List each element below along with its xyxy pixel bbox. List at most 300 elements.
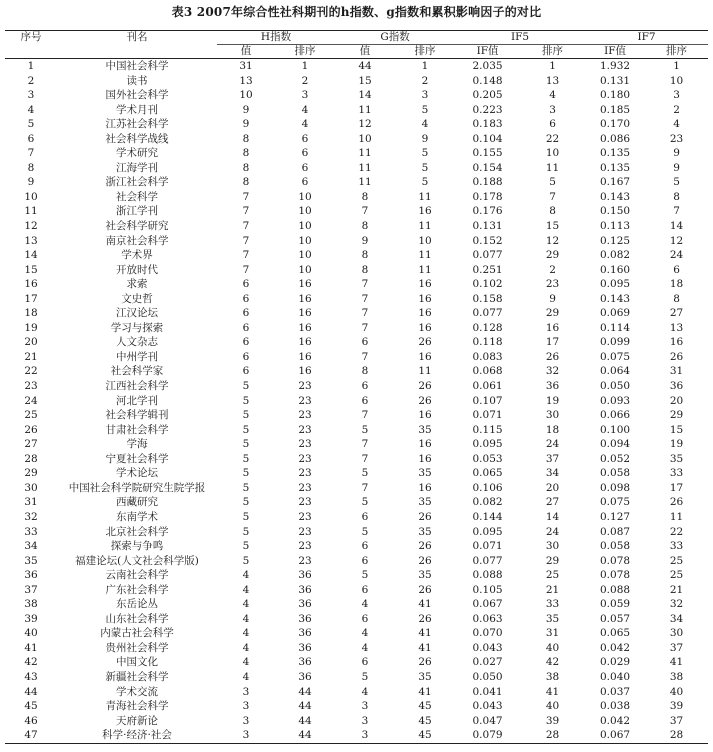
table-row bbox=[5, 423, 708, 438]
cell-g-rank: 35 bbox=[418, 467, 432, 480]
cell-if7-value: 0.185 bbox=[600, 103, 631, 116]
cell-h-rank: 23 bbox=[298, 409, 312, 422]
cell-h-value: 6 bbox=[242, 336, 250, 349]
cell-seq: 11 bbox=[24, 205, 38, 218]
cell-if7-rank: 8 bbox=[673, 292, 680, 305]
cell-h-value: 7 bbox=[242, 220, 250, 233]
cell-h-value: 3 bbox=[217, 728, 275, 743]
cell-g-rank: 26 bbox=[418, 510, 432, 523]
cell-if7-value: 0.059 bbox=[600, 598, 631, 611]
cell-h-value: 3 bbox=[242, 700, 250, 713]
cell-if7-rank: 27 bbox=[669, 307, 684, 320]
cell-h-value: 7 bbox=[242, 234, 250, 247]
table-row bbox=[5, 714, 708, 729]
cell-if7-value: 0.086 bbox=[600, 132, 631, 145]
cell-h-value: 8 bbox=[242, 176, 250, 189]
cell-if7-value: 0.093 bbox=[600, 394, 631, 407]
cell-g-rank: 1 bbox=[421, 60, 429, 72]
cell-seq: 27 bbox=[24, 438, 38, 451]
cell-if7-value: 0.143 bbox=[600, 190, 631, 203]
cell-h-value: 8 bbox=[242, 161, 250, 174]
table-row bbox=[5, 88, 708, 103]
cell-g-rank: 10 bbox=[418, 234, 432, 247]
cell-if7-value: 0.075 bbox=[600, 350, 631, 363]
cell-if5-rank: 28 bbox=[520, 728, 585, 743]
cell-if7-rank: 6 bbox=[673, 263, 680, 276]
cell-g-value: 5 bbox=[361, 423, 369, 436]
cell-seq: 33 bbox=[24, 525, 38, 538]
cell-if5-rank: 29 bbox=[545, 554, 560, 567]
cell-if5-rank: 39 bbox=[545, 714, 560, 727]
cell-if5-value: 0.068 bbox=[472, 365, 503, 378]
cell-g-rank: 16 bbox=[418, 278, 432, 291]
cell-if5-value: 0.079 bbox=[455, 728, 520, 743]
table-row bbox=[5, 539, 708, 554]
cell-g-rank: 5 bbox=[421, 161, 429, 174]
table-row bbox=[5, 655, 708, 670]
cell-journal-name: 江苏社会科学 bbox=[105, 118, 169, 131]
cell-if5-rank: 35 bbox=[545, 612, 560, 625]
cell-g-value: 6 bbox=[361, 394, 369, 407]
cell-seq: 2 bbox=[27, 74, 35, 87]
cell-g-rank: 2 bbox=[421, 74, 429, 87]
cell-if5-rank: 27 bbox=[545, 496, 560, 509]
cell-if5-value: 0.107 bbox=[472, 394, 503, 407]
cell-seq: 46 bbox=[24, 714, 38, 727]
cell-h-rank: 10 bbox=[298, 263, 312, 276]
cell-if5-value: 0.188 bbox=[472, 176, 503, 189]
cell-if5-rank: 1 bbox=[549, 60, 556, 72]
cell-seq: 34 bbox=[24, 540, 38, 553]
cell-h-rank: 44 bbox=[298, 700, 312, 713]
cell-if7-value: 0.078 bbox=[600, 569, 631, 582]
cell-journal-name: 甘肃社会科学 bbox=[105, 423, 169, 436]
cell-g-rank: 35 bbox=[418, 670, 432, 683]
table-row bbox=[5, 74, 708, 89]
cell-h-value: 7 bbox=[242, 263, 250, 276]
cell-seq: 10 bbox=[24, 190, 38, 203]
cell-seq: 22 bbox=[24, 365, 38, 378]
cell-g-value: 4 bbox=[361, 685, 369, 698]
cell-g-value: 9 bbox=[361, 234, 369, 247]
cell-if7-rank: 22 bbox=[669, 525, 684, 538]
table-row bbox=[5, 219, 708, 234]
cell-if7-value: 0.167 bbox=[600, 176, 631, 189]
cell-if5-rank: 18 bbox=[545, 423, 560, 436]
cell-g-rank: 5 bbox=[421, 103, 429, 116]
cell-if7-value: 0.029 bbox=[600, 656, 631, 669]
cell-h-rank: 10 bbox=[298, 190, 312, 203]
cell-h-value: 3 bbox=[242, 714, 250, 727]
cell-if7-value: 0.094 bbox=[600, 438, 631, 451]
cell-seq: 12 bbox=[24, 220, 38, 233]
cell-if5-value: 0.095 bbox=[472, 438, 503, 451]
cell-if5-rank: 5 bbox=[549, 176, 556, 189]
cell-if5-value: 0.106 bbox=[472, 481, 503, 494]
table-row bbox=[5, 466, 708, 481]
cell-seq: 9 bbox=[27, 176, 35, 189]
comparison-table bbox=[5, 30, 708, 744]
cell-journal-name: 学术交流 bbox=[116, 685, 158, 698]
cell-if5-value: 0.088 bbox=[472, 569, 503, 582]
cell-if7-value: 0.069 bbox=[600, 307, 631, 320]
cell-h-value: 6 bbox=[242, 350, 250, 363]
cell-h-rank: 6 bbox=[301, 147, 309, 160]
cell-g-rank: 35 bbox=[418, 423, 432, 436]
cell-h-rank: 36 bbox=[298, 641, 312, 654]
cell-seq: 17 bbox=[24, 292, 38, 305]
cell-h-value: 13 bbox=[239, 74, 253, 87]
cell-g-value: 7 bbox=[361, 321, 369, 334]
cell-if7-value: 0.050 bbox=[600, 380, 631, 393]
cell-if5-rank: 23 bbox=[545, 278, 560, 291]
cell-journal-name: 江汉论坛 bbox=[116, 307, 158, 320]
cell-if7-rank: 38 bbox=[669, 670, 684, 683]
cell-if7-rank: 24 bbox=[669, 249, 684, 262]
cell-if7-rank: 5 bbox=[673, 176, 680, 189]
cell-g-value: 8 bbox=[361, 263, 369, 276]
cell-journal-name: 中国社会科学 bbox=[105, 60, 169, 72]
cell-g-value: 8 bbox=[361, 220, 369, 233]
cell-journal-name: 浙江社会科学 bbox=[105, 176, 169, 189]
cell-journal-name: 读书 bbox=[126, 74, 148, 87]
cell-if5-rank: 32 bbox=[545, 365, 560, 378]
cell-h-rank: 6 bbox=[301, 176, 309, 189]
cell-if5-rank: 10 bbox=[545, 147, 560, 160]
cell-if7-value: 0.113 bbox=[600, 220, 631, 233]
cell-seq: 44 bbox=[24, 685, 38, 698]
cell-if5-value: 0.043 bbox=[472, 641, 503, 654]
cell-h-value: 5 bbox=[242, 525, 250, 538]
cell-g-rank: 26 bbox=[418, 394, 432, 407]
cell-if5-rank: 8 bbox=[549, 205, 556, 218]
cell-if7-value: 0.082 bbox=[600, 249, 631, 262]
cell-g-value: 5 bbox=[361, 467, 369, 480]
cell-if7-value: 0.087 bbox=[600, 525, 631, 538]
cell-h-rank: 16 bbox=[298, 278, 312, 291]
cell-h-value: 5 bbox=[242, 496, 250, 509]
table-row bbox=[5, 437, 708, 452]
cell-g-value: 7 bbox=[361, 481, 369, 494]
cell-journal-name: 浙江学刊 bbox=[116, 205, 158, 218]
cell-g-value: 44 bbox=[358, 60, 372, 72]
cell-if5-value: 0.102 bbox=[472, 278, 503, 291]
cell-if5-value: 0.067 bbox=[472, 598, 503, 611]
table-row bbox=[5, 175, 708, 190]
cell-h-rank: 16 bbox=[298, 307, 312, 320]
cell-seq: 36 bbox=[24, 569, 38, 582]
cell-if7-value: 0.040 bbox=[600, 670, 631, 683]
cell-if7-value: 0.066 bbox=[600, 409, 631, 422]
cell-seq: 41 bbox=[24, 641, 38, 654]
cell-if5-rank: 2 bbox=[549, 263, 556, 276]
cell-if5-value: 0.082 bbox=[472, 496, 503, 509]
cell-h-rank: 4 bbox=[301, 103, 309, 116]
cell-seq: 28 bbox=[24, 452, 38, 465]
cell-if5-rank: 36 bbox=[545, 380, 560, 393]
cell-if7-rank: 40 bbox=[669, 685, 684, 698]
cell-journal-name: 学术研究 bbox=[116, 147, 158, 160]
cell-if7-value: 0.100 bbox=[600, 423, 631, 436]
cell-h-value: 4 bbox=[242, 641, 250, 654]
cell-if7-rank: 11 bbox=[669, 510, 684, 523]
cell-h-value: 5 bbox=[242, 380, 250, 393]
cell-if5-value: 0.155 bbox=[472, 147, 503, 160]
cell-h-value: 6 bbox=[242, 292, 250, 305]
cell-g-value: 6 bbox=[361, 554, 369, 567]
cell-g-rank: 5 bbox=[421, 147, 429, 160]
cell-if5-rank: 24 bbox=[545, 438, 560, 451]
cell-if5-value: 0.070 bbox=[472, 627, 503, 640]
cell-if5-value: 0.176 bbox=[472, 205, 503, 218]
cell-if7-value: 0.135 bbox=[600, 147, 631, 160]
cell-h-value: 7 bbox=[242, 249, 250, 262]
cell-journal-name: 新疆社会科学 bbox=[105, 670, 169, 683]
header-if7-value: IF值 bbox=[585, 45, 645, 59]
cell-g-rank: 26 bbox=[418, 380, 432, 393]
cell-if7-rank: 30 bbox=[669, 627, 684, 640]
cell-g-rank: 11 bbox=[418, 365, 432, 378]
header-row-sub bbox=[5, 45, 708, 59]
cell-if5-rank: 30 bbox=[545, 409, 560, 422]
cell-h-rank: 36 bbox=[298, 670, 312, 683]
cell-if5-value: 0.083 bbox=[472, 350, 503, 363]
cell-journal-name: 中州学刊 bbox=[116, 350, 158, 363]
cell-g-value: 6 bbox=[361, 510, 369, 523]
cell-g-rank: 45 bbox=[418, 714, 432, 727]
header-if5-value: IF值 bbox=[455, 45, 520, 59]
table-row bbox=[5, 234, 708, 249]
cell-if7-rank: 13 bbox=[669, 321, 684, 334]
cell-h-value: 4 bbox=[242, 569, 250, 582]
cell-g-rank: 45 bbox=[395, 728, 455, 743]
cell-journal-name: 宁夏社会科学 bbox=[105, 452, 169, 465]
cell-g-rank: 16 bbox=[418, 481, 432, 494]
cell-journal-name: 国外社会科学 bbox=[105, 89, 169, 102]
cell-h-rank: 36 bbox=[298, 583, 312, 596]
cell-if7-rank: 39 bbox=[669, 700, 684, 713]
cell-if7-rank: 4 bbox=[673, 118, 680, 131]
cell-if7-value: 0.064 bbox=[600, 365, 631, 378]
cell-g-rank: 26 bbox=[418, 583, 432, 596]
cell-seq: 13 bbox=[24, 234, 38, 247]
cell-if7-rank: 8 bbox=[673, 190, 680, 203]
cell-journal-name: 求索 bbox=[126, 278, 148, 291]
cell-g-value: 5 bbox=[361, 525, 369, 538]
table-title: 表3 2007年综合性社科期刊的h指数、g指数和累积影响因子的对比 bbox=[171, 5, 542, 19]
cell-h-rank: 16 bbox=[298, 336, 312, 349]
cell-if7-rank: 14 bbox=[669, 220, 684, 233]
cell-g-value: 7 bbox=[361, 350, 369, 363]
cell-g-rank: 16 bbox=[418, 292, 432, 305]
cell-journal-name: 学术界 bbox=[121, 249, 153, 262]
cell-h-rank: 23 bbox=[298, 380, 312, 393]
cell-g-rank: 9 bbox=[421, 132, 429, 145]
cell-journal-name: 西藏研究 bbox=[116, 496, 158, 509]
cell-if5-rank: 9 bbox=[549, 292, 556, 305]
cell-g-rank: 16 bbox=[418, 438, 432, 451]
cell-seq: 45 bbox=[24, 700, 38, 713]
cell-if7-rank: 15 bbox=[669, 423, 684, 436]
cell-if7-rank: 28 bbox=[645, 728, 708, 743]
cell-journal-name: 云南社会科学 bbox=[105, 569, 169, 582]
cell-if5-rank: 42 bbox=[545, 656, 560, 669]
cell-g-value: 6 bbox=[361, 540, 369, 553]
cell-if5-value: 2.035 bbox=[472, 60, 503, 72]
cell-g-value: 7 bbox=[361, 438, 369, 451]
cell-h-value: 5 bbox=[242, 510, 250, 523]
cell-g-rank: 11 bbox=[418, 249, 432, 262]
cell-seq: 32 bbox=[24, 510, 38, 523]
cell-if7-rank: 31 bbox=[669, 365, 684, 378]
cell-if7-rank: 36 bbox=[669, 380, 684, 393]
cell-if5-rank: 30 bbox=[545, 540, 560, 553]
cell-h-value: 5 bbox=[242, 467, 250, 480]
cell-journal-name: 东岳论丛 bbox=[116, 598, 158, 611]
cell-journal-name: 江西社会科学 bbox=[105, 380, 169, 393]
cell-g-value: 6 bbox=[361, 336, 369, 349]
table-row bbox=[5, 685, 708, 700]
cell-if5-rank: 38 bbox=[545, 670, 560, 683]
cell-h-value: 6 bbox=[242, 365, 250, 378]
cell-h-rank: 23 bbox=[298, 510, 312, 523]
cell-if7-value: 0.125 bbox=[600, 234, 631, 247]
cell-if7-value: 0.037 bbox=[600, 685, 631, 698]
cell-if7-value: 0.078 bbox=[600, 554, 631, 567]
cell-g-rank: 41 bbox=[418, 641, 432, 654]
cell-g-value: 14 bbox=[358, 89, 372, 102]
cell-h-value: 6 bbox=[242, 278, 250, 291]
cell-h-rank: 44 bbox=[298, 685, 312, 698]
cell-if7-rank: 41 bbox=[669, 656, 684, 669]
cell-seq: 20 bbox=[24, 336, 38, 349]
cell-h-rank: 44 bbox=[298, 714, 312, 727]
cell-h-value: 7 bbox=[242, 190, 250, 203]
header-blank bbox=[57, 45, 217, 59]
cell-h-value: 9 bbox=[242, 103, 250, 116]
cell-if5-rank: 29 bbox=[545, 307, 560, 320]
cell-h-value: 4 bbox=[242, 670, 250, 683]
cell-if7-rank: 16 bbox=[669, 336, 684, 349]
cell-h-rank: 10 bbox=[298, 249, 312, 262]
cell-if7-rank: 29 bbox=[669, 409, 684, 422]
cell-g-value: 8 bbox=[361, 190, 369, 203]
cell-seq: 37 bbox=[24, 583, 38, 596]
cell-h-value: 5 bbox=[242, 409, 250, 422]
cell-if7-value: 0.058 bbox=[600, 540, 631, 553]
cell-seq: 31 bbox=[24, 496, 38, 509]
cell-journal-name: 江海学刊 bbox=[116, 161, 158, 174]
cell-seq: 35 bbox=[24, 554, 38, 567]
cell-h-rank: 16 bbox=[298, 292, 312, 305]
cell-g-value: 8 bbox=[361, 249, 369, 262]
cell-h-value: 5 bbox=[242, 394, 250, 407]
cell-g-rank: 26 bbox=[418, 656, 432, 669]
cell-if7-value: 0.038 bbox=[600, 700, 631, 713]
cell-journal-name: 学术论坛 bbox=[116, 467, 158, 480]
cell-if7-value: 0.127 bbox=[600, 510, 631, 523]
cell-if5-value: 0.061 bbox=[472, 380, 503, 393]
cell-h-rank: 23 bbox=[298, 438, 312, 451]
cell-if5-value: 0.065 bbox=[472, 467, 503, 480]
cell-journal-name: 东南学术 bbox=[116, 510, 158, 523]
cell-h-rank: 23 bbox=[298, 481, 312, 494]
cell-seq: 29 bbox=[24, 467, 38, 480]
cell-g-value: 7 bbox=[361, 292, 369, 305]
cell-journal-name: 社会科学战线 bbox=[105, 132, 169, 145]
cell-g-value: 5 bbox=[361, 670, 369, 683]
cell-h-value: 4 bbox=[242, 598, 250, 611]
cell-g-rank: 16 bbox=[418, 205, 432, 218]
cell-g-value: 7 bbox=[361, 409, 369, 422]
cell-h-value: 5 bbox=[242, 540, 250, 553]
cell-if5-rank: 24 bbox=[545, 525, 560, 538]
cell-seq: 15 bbox=[24, 263, 38, 276]
cell-h-value: 4 bbox=[242, 612, 250, 625]
cell-seq: 42 bbox=[24, 656, 38, 669]
cell-if7-value: 0.042 bbox=[600, 641, 631, 654]
cell-seq: 18 bbox=[24, 307, 38, 320]
cell-if7-value: 0.075 bbox=[600, 496, 631, 509]
cell-h-rank: 36 bbox=[298, 598, 312, 611]
cell-journal-name: 社会科学辑刊 bbox=[105, 409, 169, 422]
cell-seq: 43 bbox=[24, 670, 38, 683]
cell-journal-name: 河北学刊 bbox=[116, 394, 158, 407]
cell-h-value: 5 bbox=[242, 481, 250, 494]
cell-journal-name: 北京社会科学 bbox=[105, 525, 169, 538]
cell-g-value: 15 bbox=[358, 74, 372, 87]
cell-g-value: 3 bbox=[361, 700, 369, 713]
cell-if5-rank: 16 bbox=[545, 321, 560, 334]
cell-if7-rank: 12 bbox=[669, 234, 684, 247]
cell-g-rank: 16 bbox=[418, 321, 432, 334]
table-row bbox=[5, 132, 708, 147]
cell-journal-name: 贵州社会科学 bbox=[105, 641, 169, 654]
cell-journal-name: 学术月刊 bbox=[116, 103, 158, 116]
header-h-rank: 排序 bbox=[275, 45, 335, 59]
cell-if7-value: 0.098 bbox=[600, 481, 631, 494]
cell-journal-name: 内蒙古社会科学 bbox=[100, 627, 174, 640]
cell-h-value: 3 bbox=[242, 685, 250, 698]
cell-if5-value: 0.144 bbox=[472, 510, 503, 523]
cell-if7-value: 0.180 bbox=[600, 89, 631, 102]
header-if7-rank: 排序 bbox=[645, 45, 708, 59]
cell-g-value: 6 bbox=[361, 583, 369, 596]
cell-if5-rank: 29 bbox=[545, 249, 560, 262]
table-row bbox=[5, 161, 708, 176]
cell-g-value: 5 bbox=[361, 496, 369, 509]
cell-g-value: 7 bbox=[361, 278, 369, 291]
cell-if5-rank: 13 bbox=[545, 74, 560, 87]
cell-g-rank: 41 bbox=[418, 685, 432, 698]
cell-if7-value: 0.042 bbox=[600, 714, 631, 727]
cell-journal-name: 学海 bbox=[126, 438, 148, 451]
cell-g-rank: 11 bbox=[418, 263, 432, 276]
cell-h-rank: 1 bbox=[301, 60, 309, 72]
table-header bbox=[5, 31, 708, 59]
cell-if7-value: 0.150 bbox=[600, 205, 631, 218]
header-if5-rank: 排序 bbox=[520, 45, 585, 59]
cell-if7-rank: 33 bbox=[669, 540, 684, 553]
cell-seq: 8 bbox=[27, 161, 35, 174]
cell-if5-value: 0.071 bbox=[472, 409, 503, 422]
cell-g-rank: 26 bbox=[418, 612, 432, 625]
cell-g-value: 7 bbox=[361, 452, 369, 465]
cell-if5-rank: 7 bbox=[549, 190, 556, 203]
cell-journal-name: 探索与争鸣 bbox=[110, 540, 164, 553]
cell-if7-value: 0.052 bbox=[600, 452, 631, 465]
header-if5: IF5 bbox=[455, 31, 585, 45]
